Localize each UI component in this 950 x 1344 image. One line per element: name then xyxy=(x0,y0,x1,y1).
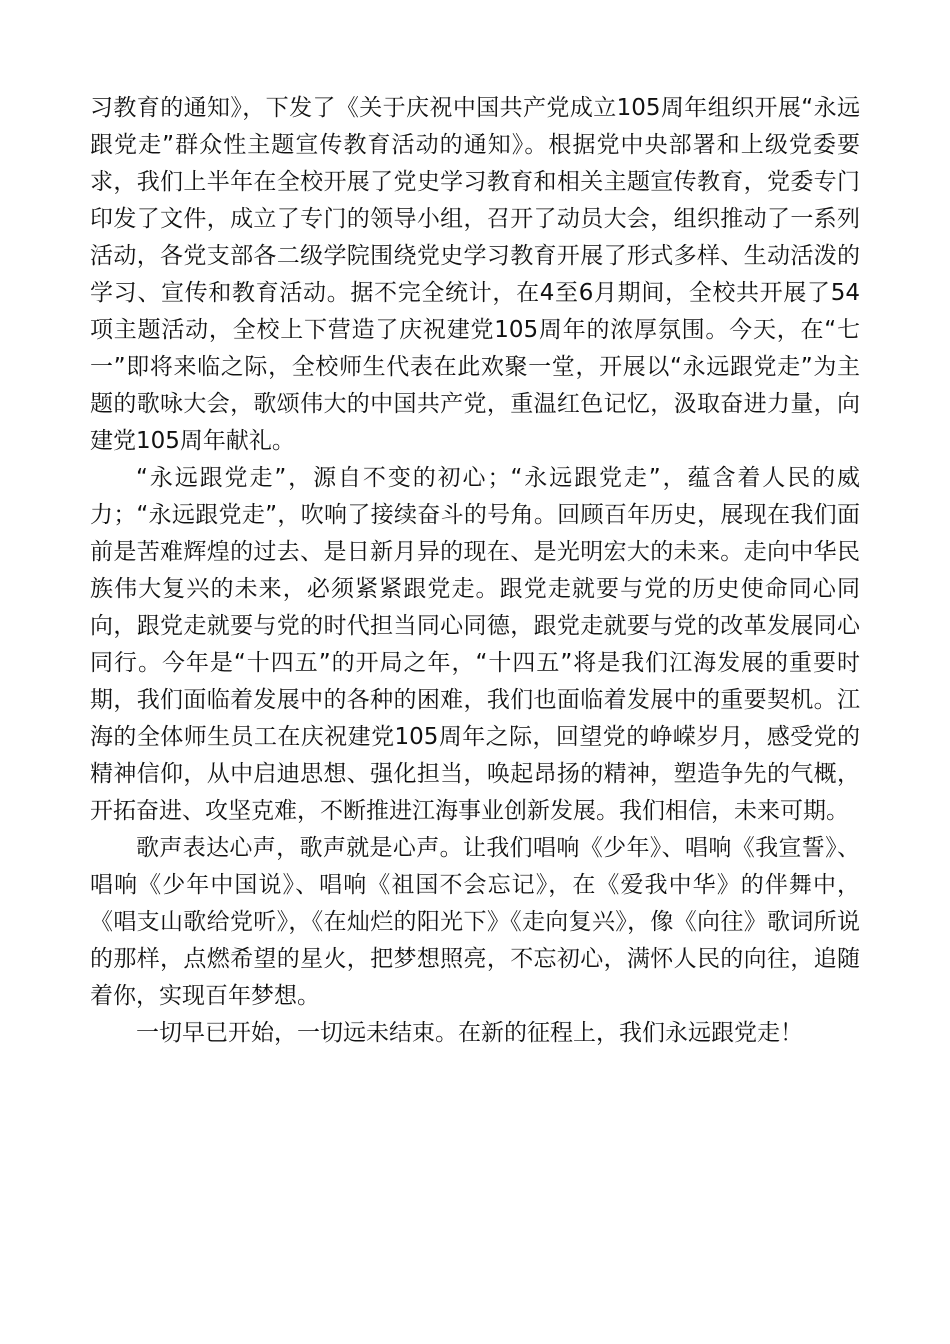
paragraph-follow-party: “永远跟党走”，源自不变的初心；“永远跟党走”，蕴含着人民的威力；“永远跟党走”，吹响了接续奋斗的号角。回顾百年历史，展现在我们面前是苦难辉煌的过去、是日新月异的现在、是光明宏大的未来。走向中华民族伟大复兴的未来，必须紧紧跟党走。跟党走就要与党的历史使命同心同向，跟党走就要与党的时代担当同心同德，跟党走就要与党的改革发展同心同行。今年是“十四五”的开局之年，“十四五”将是我们江海发展的重要时期，我们面临着发展中的各种的困难，我们也面临着发展中的重要契机。江海的全体师生员工在庆祝建党105周年之际，回望党的峥嵘岁月，感受党的精神信仰，从中启迪思想、强化担当，唤起昂扬的精神，塑造争先的气概，开拓奋进、攻坚克难，不断推进江海事业创新发展。我们相信，未来可期。 xyxy=(90,465,860,824)
paragraph-songs: 歌声表达心声，歌声就是心声。让我们唱响《少年》、唱响《我宣誓》、唱响《少年中国说》、唱响《祖国不会忘记》，在《爱我中华》的伴舞中，《唱支山歌给党听》，《在灿烂的阳光下》《走向复兴》，像《向往》歌词所说的那样，点燃希望的星火，把梦想照亮，不忘初心，满怀人民的向往，追随着你，实现百年梦想。 xyxy=(90,835,860,1009)
paragraph-notice-continuation: 习教育的通知》，下发了《关于庆祝中国共产党成立105周年组织开展“永远跟党走”群众性主题宣传教育活动的通知》。根据党中央部署和上级党委要求，我们上半年在全校开展了党史学习教育和相关主题宣传教育，党委专门印发了文件，成立了专门的领导小组，召开了动员大会，组织推动了一系列活动，各党支部各二级学院围绕党史学习教育开展了形式多样、生动活泼的学习、宣传和教育活动。据不完全统计，在4至6月期间，全校共开展了54项主题活动，全校上下营造了庆祝建党105周年的浓厚氛围。今天，在“七一”即将来临之际，全校师生代表在此欢聚一堂，开展以“永远跟党走”为主题的歌咏大会，歌颂伟大的中国共产党，重温红色记忆，汲取奋进力量，向建党105周年献礼。 xyxy=(90,95,860,454)
document-body xyxy=(90,90,860,1052)
paragraph-closing: 一切早已开始，一切远未结束。在新的征程上，我们永远跟党走！ xyxy=(136,1020,803,1046)
